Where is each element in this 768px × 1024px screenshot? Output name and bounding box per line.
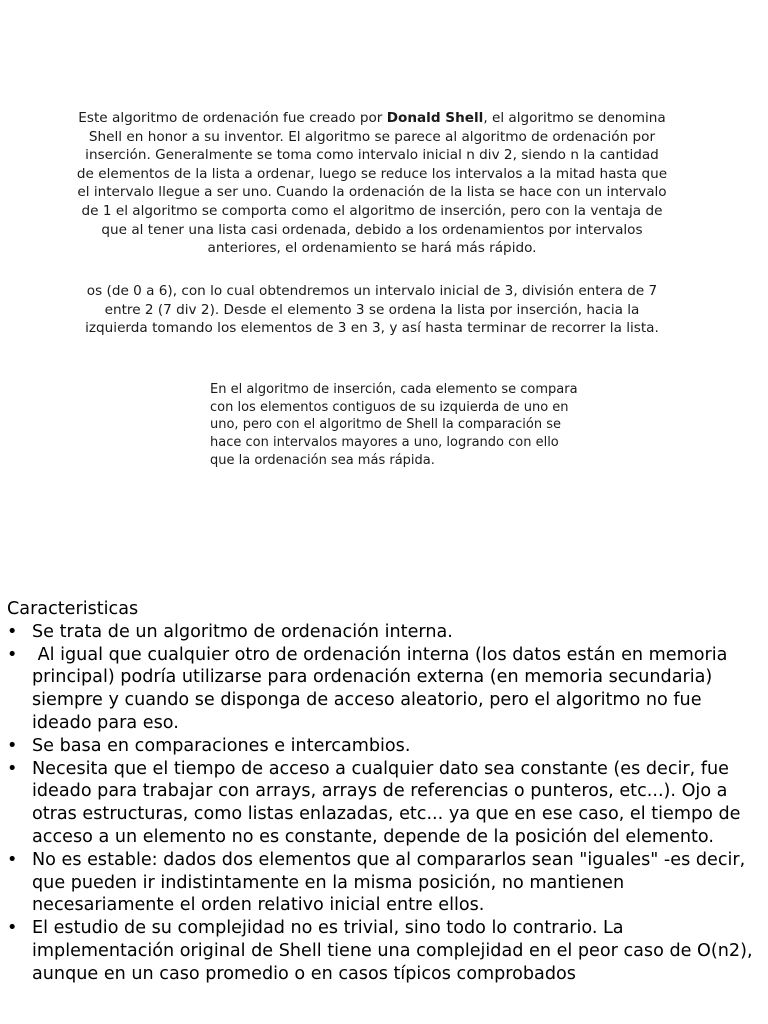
intro-text-after: , el algoritmo se denomina Shell en honor a su inventor. El algoritmo se parece al algoritmo de ordenación por inserción. Generalmente se toma como intervalo inicial n div 2, siendo n la cantidad de elementos de la lista a ordenar, luego se reduce los intervalos a la mitad hasta que el intervalo llegue a ser uno. Cuando la ordenación de la lista se hace con un intervalo de 1 el algoritmo se comporta como el algoritmo de inserción, pero con la ventaja de que al tener una lista casi ordenada, debido a los ordenamientos por intervalos anteriores, el ordenamiento se hará más rápido. bbox=[76, 110, 668, 257]
intro-text-before: Este algoritmo de ordenación fue creado por bbox=[78, 110, 387, 126]
features-list bbox=[7, 621, 763, 986]
list-item bbox=[7, 644, 763, 735]
list-item-text: No es estable: dados dos elementos que al compararlos sean "iguales" -es decir, que pueden ir indistintamente en la misma posición, no mantienen necesariamente el orden relativo inicial entre ellos. bbox=[32, 849, 746, 916]
list-item-text: El estudio de su complejidad no es trivial, sino todo lo contrario. La implementación original de Shell tiene una complejidad en el peor caso de O(n2), aunque en un caso promedio o en casos típicos comprobados bbox=[32, 918, 753, 984]
list-item-text: Necesita que el tiempo de acceso a cualquier dato sea constante (es decir, fue ideado para trabajar con arrays, arrays de referencias o punteros, etc...). Ojo a otras estructuras, como listas enlazadas, etc... ya que en ese caso, el tiempo de acceso a un elemento no es constante, depende de la posición del elemento. bbox=[32, 758, 741, 847]
bullet-icon: • bbox=[7, 758, 18, 779]
list-item bbox=[7, 758, 763, 849]
bullet-icon: • bbox=[7, 621, 18, 642]
interval-example-paragraph: os (de 0 a 6), con lo cual obtendremos un intervalo inicial de 3, división entera de 7 entre 2 (7 div 2). Desde el elemento 3 se ordena la lista por inserción, hacia la izquierda tomando los elementos de 3 en 3, y así hasta terminar de recorrer la lista. bbox=[85, 283, 659, 337]
features-heading: Caracteristicas bbox=[7, 599, 139, 619]
bullet-icon: • bbox=[7, 644, 18, 665]
list-item-text: Se trata de un algoritmo de ordenación interna. bbox=[32, 621, 453, 642]
bullet-icon: • bbox=[7, 735, 18, 756]
list-item bbox=[7, 735, 763, 758]
bullet-icon: • bbox=[7, 918, 18, 939]
features-section bbox=[7, 598, 763, 986]
intro-paragraph bbox=[76, 109, 668, 258]
author-name: Donald Shell bbox=[386, 110, 484, 126]
list-item bbox=[7, 621, 763, 644]
list-item bbox=[7, 849, 763, 917]
insertion-comparison-note: En el algoritmo de inserción, cada elemento se compara con los elementos contiguos de su izquierda de uno en uno, pero con el algoritmo de Shell la comparación se hace con intervalos mayores a uno, logrando con ello que la ordenación sea más rápida. bbox=[210, 382, 578, 468]
bullet-icon: • bbox=[7, 849, 18, 870]
list-item-text: Se basa en comparaciones e intercambios. bbox=[32, 735, 411, 756]
list-item bbox=[7, 917, 763, 985]
list-item-text: Al igual que cualquier otro de ordenación interna (los datos están en memoria principal) podría utilizarse para ordenación externa (en memoria secundaria) siempre y cuando se disponga de acceso aleatorio, pero el algoritmo no fue ideado para eso. bbox=[32, 644, 733, 733]
